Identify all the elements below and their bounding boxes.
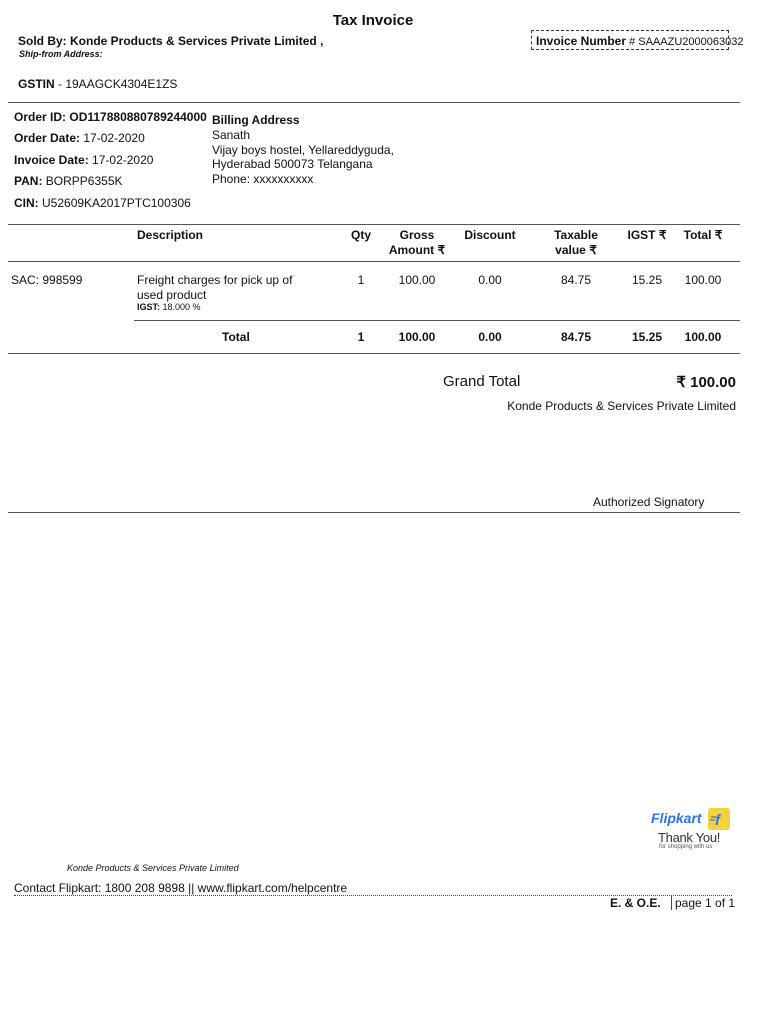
invoice-number-label: Invoice Number <box>536 34 627 48</box>
th-igst: IGST ₹ <box>627 228 667 242</box>
totals-igst: 15.25 <box>631 330 663 344</box>
row-desc-line1: Freight charges for pick up of <box>137 273 293 287</box>
order-date-label: Order Date: <box>14 131 81 145</box>
order-id-label: Order ID: <box>14 110 67 124</box>
page-number: page 1 of 1 <box>671 896 735 910</box>
invoice-date-value: 17-02-2020 <box>92 153 154 167</box>
row-gross: 100.00 <box>398 273 436 287</box>
totals-label: Total <box>222 330 250 344</box>
row-taxable: 84.75 <box>560 273 592 287</box>
row-igst: 15.25 <box>631 273 663 287</box>
billing-name: Sanath <box>212 128 251 142</box>
cin-value: U52609KA2017PTC100306 <box>42 196 191 210</box>
th-taxable <box>541 228 611 258</box>
th-description: Description <box>137 228 204 242</box>
footer-contact: Contact Flipkart: 1800 208 9898 || www.flipkart.com/helpcentre <box>14 881 348 895</box>
order-id-value: OD117880880789244000 <box>69 110 207 124</box>
pan <box>14 174 123 188</box>
row-sac: SAC: 998599 <box>11 273 83 287</box>
invoice-title: Tax Invoice <box>332 12 414 29</box>
order-date-value: 17-02-2020 <box>83 131 145 145</box>
pan-label: PAN: <box>14 174 43 188</box>
billing-phone: Phone: xxxxxxxxxx <box>212 172 314 186</box>
authorized-signatory: Authorized Signatory <box>593 495 705 509</box>
pan-value: BORPP6355K <box>45 174 123 188</box>
row-qty: 1 <box>357 273 365 287</box>
grand-total-value: ₹ 100.00 <box>676 374 736 391</box>
invoice-number-box <box>531 30 744 50</box>
row-igst-label: IGST: <box>137 302 161 312</box>
grand-total-label: Grand Total <box>443 373 521 390</box>
th-discount: Discount <box>464 228 516 242</box>
gstin-value: - 19AAGCK4304E1ZS <box>54 77 178 91</box>
totals-divider <box>134 320 740 321</box>
th-gross <box>382 228 452 258</box>
footer-company: Konde Products & Services Private Limited <box>67 863 239 873</box>
gstin-label: GSTIN <box>18 77 55 91</box>
billing-line2: Hyderabad 500073 Telangana <box>212 157 373 171</box>
invoice-number-value: # SAAAZU2000063032 <box>626 36 744 48</box>
thank-you-text: Thank You! <box>658 830 721 845</box>
flipkart-wordmark: Flipkart <box>651 810 702 826</box>
flipkart-bag-icon <box>708 808 730 830</box>
th-taxable-line1: Taxable <box>554 228 598 242</box>
totals-total: 100.00 <box>684 330 722 344</box>
totals-gross: 100.00 <box>398 330 436 344</box>
order-id <box>14 110 207 124</box>
th-gross-line2: Amount ₹ <box>388 243 446 257</box>
th-taxable-line2: value ₹ <box>555 243 597 257</box>
row-discount: 0.00 <box>478 273 502 287</box>
totals-taxable: 84.75 <box>560 330 592 344</box>
svg-text:f: f <box>715 812 720 829</box>
cin <box>14 196 191 210</box>
row-igst-rate-value: 18.000 % <box>160 302 201 312</box>
flipkart-logo <box>651 808 731 854</box>
grand-total-company: Konde Products & Services Private Limited <box>507 399 736 413</box>
header-divider <box>8 102 740 103</box>
th-gross-line1: Gross <box>399 228 435 242</box>
billing-line1: Vijay boys hostel, Yellareddyguda, <box>212 143 394 157</box>
row-igst-rate <box>137 302 201 312</box>
totals-discount: 0.00 <box>478 330 502 344</box>
row-total: 100.00 <box>684 273 722 287</box>
cin-label: CIN: <box>14 196 39 210</box>
gstin <box>18 77 177 91</box>
for-shopping-text: for shopping with us <box>659 844 713 850</box>
invoice-date-label: Invoice Date: <box>14 153 89 167</box>
totals-qty: 1 <box>357 330 365 344</box>
table-top-border <box>8 224 740 225</box>
table-header-divider <box>8 261 740 262</box>
order-date <box>14 131 145 145</box>
billing-heading: Billing Address <box>212 113 300 127</box>
ship-from-label: Ship-from Address: <box>19 49 103 59</box>
signature-divider <box>8 512 740 513</box>
invoice-date <box>14 153 153 167</box>
th-qty: Qty <box>350 228 371 242</box>
sold-by: Sold By: Konde Products & Services Private Limited , <box>18 34 324 48</box>
eoe-text: E. & O.E. <box>610 896 661 910</box>
table-bottom-border <box>8 353 740 354</box>
th-total: Total ₹ <box>683 228 723 242</box>
row-desc-line2: used product <box>137 288 207 302</box>
